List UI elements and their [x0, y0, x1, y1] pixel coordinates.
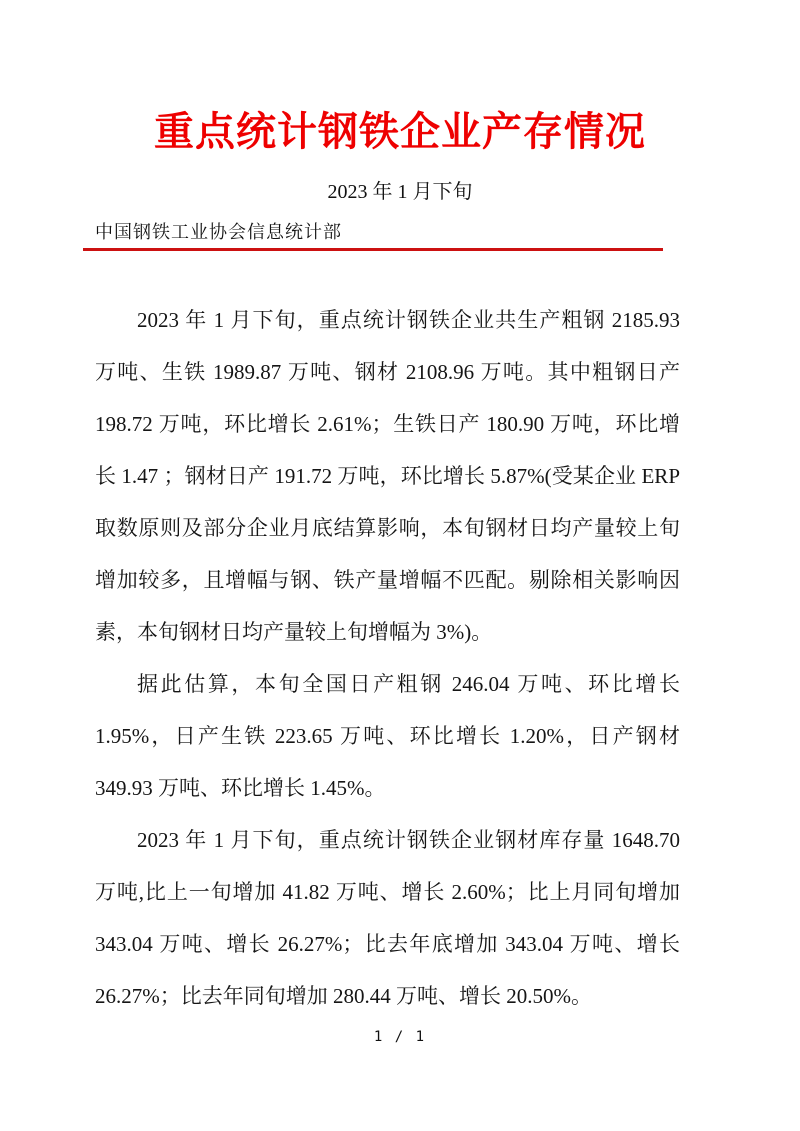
red-divider-line [83, 248, 663, 251]
document-body [95, 294, 680, 1022]
paragraph-national-estimate: 据此估算，本旬全国日产粗钢 246.04 万吨、环比增长 1.95%，日产生铁 223.65 万吨、环比增长 1.20%，日产钢材 349.93 万吨、环比增长 1.45%。 [95, 672, 680, 800]
paragraph-steel-inventory: 2023 年 1 月下旬，重点统计钢铁企业钢材库存量 1648.70 万吨,比上一旬增加 41.82 万吨、增长 2.60%；比上月同旬增加 343.04 万吨、增长 26.27%；比去年底增加 343.04 万吨、增长 26.27%；比去年同旬增加 280.44 万吨、增长 20.50%。 [95, 828, 680, 1008]
document-date: 2023 年 1 月下旬 [327, 181, 473, 203]
page-number-indicator: 1 / 1 [373, 1029, 427, 1045]
issuing-organization: 中国钢铁工业协会信息统计部 [95, 222, 342, 242]
document-title: 重点统计钢铁企业产存情况 [154, 109, 646, 154]
paragraph-enterprise-production: 2023 年 1 月下旬，重点统计钢铁企业共生产粗钢 2185.93 万吨、生铁 1989.87 万吨、钢材 2108.96 万吨。其中粗钢日产 198.72 万吨，环比增长 2.61%；生铁日产 180.90 万吨，环比增长 1.47 ；钢材日产 191.72 万吨，环比增长 5.87%(受某企业 ERP 取数原则及部分企业月底结算影响，本旬钢材日均产量较上旬增加较多，且增幅与钢、铁产量增幅不匹配。剔除相关影响因素，本旬钢材日均产量较上旬增幅为 3%)。 [95, 308, 680, 644]
